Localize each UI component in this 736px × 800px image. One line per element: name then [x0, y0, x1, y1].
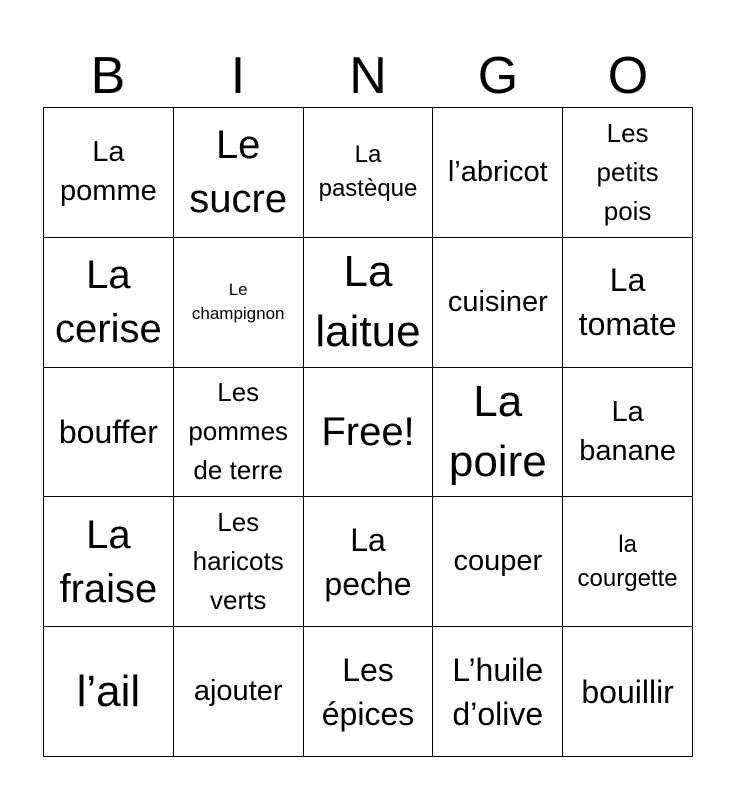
header-letter-i: I — [230, 47, 246, 105]
bingo-cell-r2-c2[interactable] — [174, 238, 304, 368]
bingo-cell-r4-c5[interactable] — [563, 497, 693, 627]
bingo-cell-r5-c5[interactable] — [563, 627, 693, 757]
cell-text: bouillir — [581, 673, 674, 710]
bingo-cell-r2-c4[interactable] — [433, 238, 563, 368]
cell-text: Les épices — [321, 651, 415, 732]
bingo-cell-r2-c5[interactable] — [563, 238, 693, 368]
bingo-cell-r4-c3[interactable] — [304, 497, 434, 627]
bingo-cell-r5-c2[interactable] — [174, 627, 304, 757]
bingo-cell-r1-c3[interactable] — [304, 108, 434, 238]
cell-text: La poire — [448, 376, 547, 486]
bingo-cell-free-space[interactable] — [304, 368, 434, 498]
bingo-header — [43, 46, 693, 106]
cell-text: Le champignon — [191, 280, 285, 324]
cell-text: La fraise — [59, 512, 158, 611]
cell-text: La laitue — [315, 247, 421, 357]
cell-text: l’ail — [76, 666, 141, 716]
cell-text: l’abricot — [447, 155, 548, 188]
bingo-cell-r2-c3[interactable] — [304, 238, 434, 368]
header-letter-b: B — [90, 47, 126, 105]
bingo-cell-r5-c4[interactable] — [433, 627, 563, 757]
header-letter-n: N — [349, 47, 387, 105]
cell-text: Les pommes de terre — [188, 377, 289, 486]
bingo-cell-r1-c2[interactable] — [174, 108, 304, 238]
header-letter-o: O — [607, 47, 649, 105]
bingo-cell-r5-c3[interactable] — [304, 627, 434, 757]
bingo-cell-r1-c1[interactable] — [44, 108, 174, 238]
cell-text: La pastèque — [318, 141, 418, 203]
cell-text: L’huile d’olive — [452, 651, 544, 732]
bingo-cell-r3-c1[interactable] — [44, 368, 174, 498]
bingo-cell-r2-c1[interactable] — [44, 238, 174, 368]
cell-text: Free! — [321, 409, 415, 454]
bingo-cell-r3-c2[interactable] — [174, 368, 304, 498]
cell-text: Les petits pois — [596, 117, 659, 226]
bingo-cell-r3-c4[interactable] — [433, 368, 563, 498]
bingo-cell-r5-c1[interactable] — [44, 627, 174, 757]
bingo-cell-r1-c4[interactable] — [433, 108, 563, 238]
cell-text: ajouter — [193, 675, 283, 708]
cell-text: couper — [453, 545, 543, 578]
bingo-cell-r4-c1[interactable] — [44, 497, 174, 627]
cell-text: la courgette — [577, 530, 678, 592]
bingo-cell-r1-c5[interactable] — [563, 108, 693, 238]
cell-text: cuisiner — [447, 285, 548, 318]
cell-text: La banane — [579, 395, 676, 467]
bingo-board — [43, 107, 693, 757]
cell-text: bouffer — [58, 413, 158, 450]
bingo-cell-r3-c5[interactable] — [563, 368, 693, 498]
bingo-cell-r4-c4[interactable] — [433, 497, 563, 627]
cell-text: La cerise — [55, 253, 162, 352]
cell-text: La peche — [324, 521, 412, 602]
header-letter-g: G — [477, 47, 519, 105]
cell-text: La tomate — [578, 262, 677, 343]
cell-text: Les haricots verts — [192, 507, 284, 616]
cell-text: La pomme — [60, 136, 157, 208]
bingo-cell-r4-c2[interactable] — [174, 497, 304, 627]
cell-text: Le sucre — [189, 123, 288, 222]
